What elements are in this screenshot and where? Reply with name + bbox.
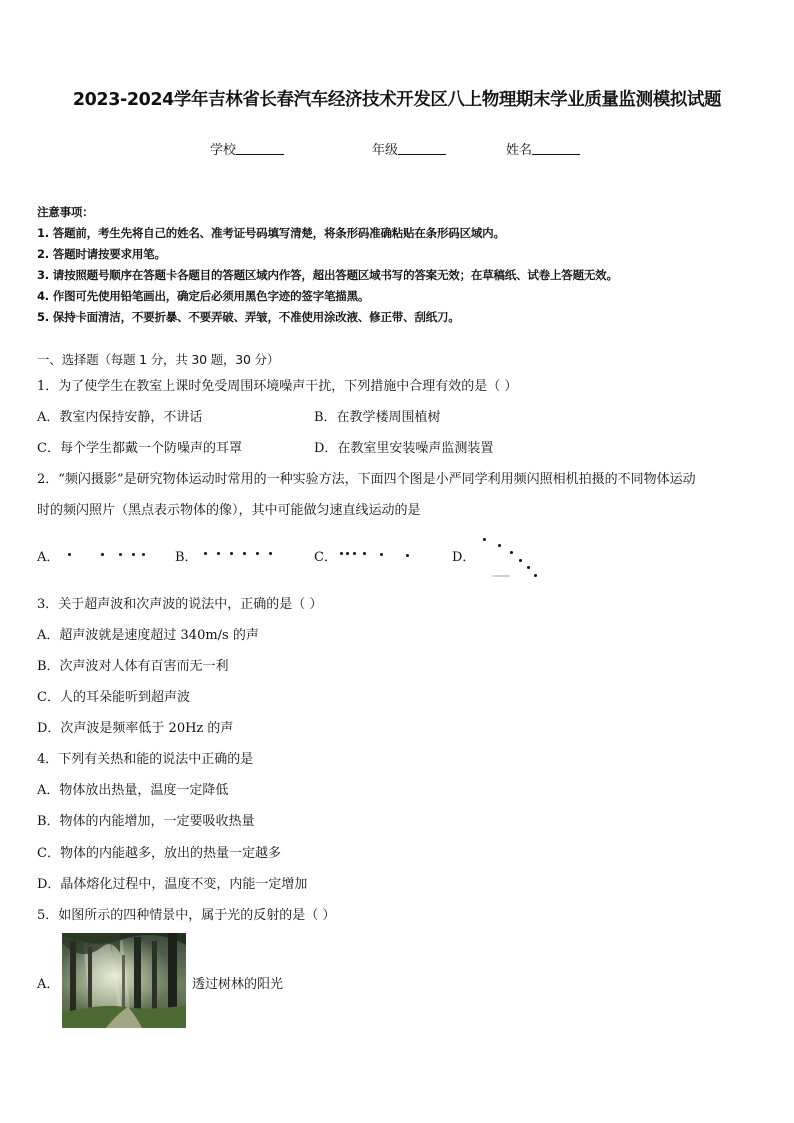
question-2-stem-line1: 2．“频闪摄影”是研究物体运动时常用的一种实验方法，下面四个图是小严同学利用频闪照相机拍摄的不同物体运动 <box>37 472 696 487</box>
faint-mark <box>492 575 510 577</box>
strobe-dot <box>132 553 135 556</box>
q4-option-b[interactable]: B．物体的内能增加，一定要吸收热量 <box>37 814 255 829</box>
page-title: 2023-2024学年吉林省长春汽车经济技术开发区八上物理期末学业质量监测模拟试题 <box>72 90 722 110</box>
section-heading: 一、选择题（每题 1 分，共 30 题，30 分） <box>37 352 280 367</box>
q2-option-b[interactable]: B． <box>175 550 198 565</box>
q4-option-d[interactable]: D．晶体熔化过程中，温度不变，内能一定增加 <box>37 877 308 892</box>
name-blank[interactable] <box>532 142 580 155</box>
strobe-dot <box>363 552 366 555</box>
grade-blank[interactable] <box>398 142 446 155</box>
q1-option-b[interactable]: B．在教学楼周围植树 <box>314 410 441 425</box>
q5-option-a[interactable]: A． <box>37 977 60 992</box>
strobe-dot <box>527 566 530 569</box>
question-5-stem: 5．如图所示的四种情景中，属于光的反射的是（ ） <box>37 908 336 923</box>
strobe-dot <box>380 553 383 556</box>
notice-item: 1. 答题前，考生先将自己的姓名、准考证号码填写清楚，将条形码准确粘贴在条形码区域内。 <box>37 226 505 240</box>
strobe-dot <box>510 551 513 554</box>
strobe-dot <box>269 552 272 555</box>
strobe-dot <box>217 552 220 555</box>
q3-option-a[interactable]: A．超声波就是速度超过 340m/s 的声 <box>37 628 259 643</box>
question-4-stem: 4．下列有关热和能的说法中正确的是 <box>37 752 254 767</box>
notice-item: 5. 保持卡面清洁，不要折暴、不要弄破、弄皱，不准使用涂改液、修正带、刮纸刀。 <box>37 310 460 324</box>
question-1-stem: 1．为了使学生在教室上课时免受周围环境噪声干扰，下列措施中合理有效的是（ ） <box>37 379 518 394</box>
q2-option-a[interactable]: A． <box>37 550 60 565</box>
school-blank[interactable] <box>236 142 284 155</box>
notice-item: 2. 答题时请按要求用笔。 <box>37 247 166 261</box>
strobe-dot <box>340 552 343 555</box>
strobe-dot <box>346 552 349 555</box>
strobe-dot <box>101 553 104 556</box>
school-field <box>210 139 284 158</box>
strobe-dot <box>519 559 522 562</box>
strobe-dot <box>142 553 145 556</box>
notice-heading: 注意事项： <box>37 205 94 219</box>
q4-option-a[interactable]: A．物体放出热量，温度一定降低 <box>37 783 229 798</box>
q3-option-d[interactable]: D．次声波是频率低于 20Hz 的声 <box>37 721 234 736</box>
strobe-dot <box>204 552 207 555</box>
name-field <box>506 139 580 158</box>
strobe-dot <box>230 552 233 555</box>
grade-label: 年级 <box>372 143 399 158</box>
school-label: 学校 <box>210 143 237 158</box>
grade-field <box>372 139 446 158</box>
strobe-dot <box>353 552 356 555</box>
strobe-dot <box>483 538 486 541</box>
question-2-stem-line2: 时的频闪照片（黑点表示物体的像），其中可能做匀速直线运动的是 <box>37 503 421 518</box>
q4-option-c[interactable]: C．物体的内能越多，放出的热量一定越多 <box>37 846 281 861</box>
strobe-dot <box>256 552 259 555</box>
strobe-dot <box>406 554 409 557</box>
strobe-dot <box>243 552 246 555</box>
strobe-dot <box>68 553 71 556</box>
name-label: 姓名 <box>506 143 533 158</box>
notice-item: 4. 作图可先使用铅笔画出，确定后必须用黑色字迹的签字笔描黑。 <box>37 289 370 303</box>
question-3-stem: 3．关于超声波和次声波的说法中，正确的是（ ） <box>37 597 323 612</box>
strobe-dot <box>119 553 122 556</box>
q2-option-c[interactable]: C． <box>314 550 337 565</box>
forest-sunlight-image <box>62 933 186 1028</box>
q3-option-b[interactable]: B．次声波对人体有百害而无一利 <box>37 659 229 674</box>
q1-option-c[interactable]: C．每个学生都戴一个防噪声的耳罩 <box>37 441 242 456</box>
q1-option-d[interactable]: D．在教室里安装噪声监测装置 <box>314 441 494 456</box>
q5-option-a-caption: 透过树林的阳光 <box>192 977 284 992</box>
q2-option-d[interactable]: D． <box>452 550 476 565</box>
strobe-dot <box>534 574 537 577</box>
q1-option-a[interactable]: A．教室内保持安静，不讲话 <box>37 410 203 425</box>
notice-item: 3. 请按照题号顺序在答题卡各题目的答题区域内作答，超出答题区域书写的答案无效；在草稿纸、试卷上答题无效。 <box>37 268 618 282</box>
q3-option-c[interactable]: C．人的耳朵能听到超声波 <box>37 690 190 705</box>
strobe-dot <box>498 544 501 547</box>
